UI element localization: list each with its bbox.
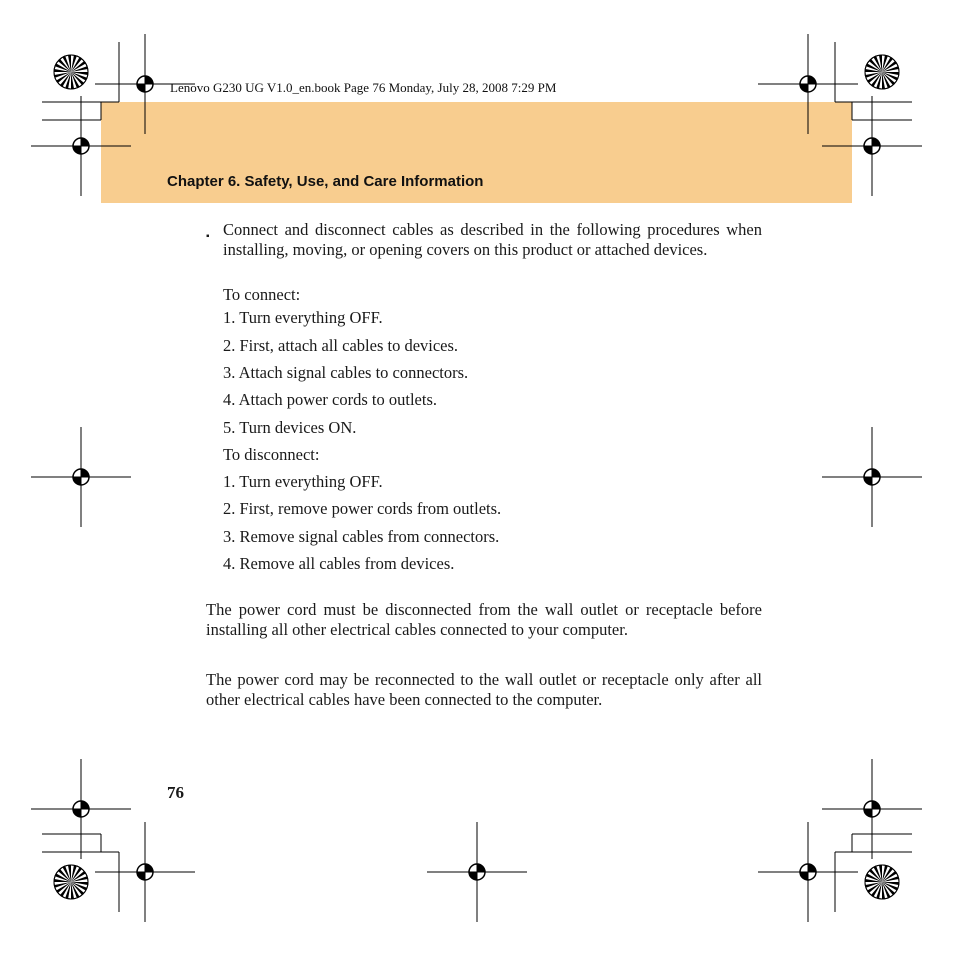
list-item: 2. First, attach all cables to devices. [223,336,459,355]
registration-mark-icon [95,34,195,134]
list-item: 1. Turn everything OFF. [223,472,383,491]
color-wheel-icon [865,865,899,899]
registration-mark-icon [31,759,131,859]
list-item: 3. Remove signal cables from connectors. [223,527,500,546]
page-number: 76 [167,783,184,802]
bullet-text: Connect and disconnect cables as described in the following procedures when installing, moving, or opening covers on this product or attached devices. [223,220,762,259]
disconnect-heading: To disconnect: [223,445,320,464]
chapter-title: Chapter 6. Safety, Use, and Care Information [167,173,484,190]
registration-mark-icon [758,822,858,922]
registration-mark-icon [758,34,858,134]
connect-heading: To connect: [223,285,301,304]
list-item: 2. First, remove power cords from outlets. [223,499,502,518]
registration-mark-icon [822,759,922,859]
registration-mark-icon [31,96,131,196]
list-item: 3. Attach signal cables to connectors. [223,363,469,382]
color-wheel-icon [54,865,88,899]
paragraph-disconnect-note: The power cord must be disconnected from the wall outlet or receptacle before installing all other electrical cables connected to your computer. [206,600,762,639]
color-wheel-icon [54,55,88,89]
color-wheel-icon [865,55,899,89]
registration-mark-icon [95,822,195,922]
print-info: Lenovo G230 UG V1.0_en.book Page 76 Monday, July 28, 2008 7:29 PM [170,80,557,95]
bullet-icon: ▪ [206,231,210,242]
list-item: 1. Turn everything OFF. [223,308,383,327]
paragraph-reconnect-note: The power cord may be reconnected to the wall outlet or receptacle only after all other electrical cables have been connected to the computer. [206,670,762,709]
registration-mark-icon [822,96,922,196]
registration-mark-icon [427,822,527,922]
registration-mark-icon [822,427,922,527]
list-item: 5. Turn devices ON. [223,418,357,437]
registration-mark-icon [31,427,131,527]
list-item: 4. Attach power cords to outlets. [223,390,438,409]
list-item: 4. Remove all cables from devices. [223,554,455,573]
